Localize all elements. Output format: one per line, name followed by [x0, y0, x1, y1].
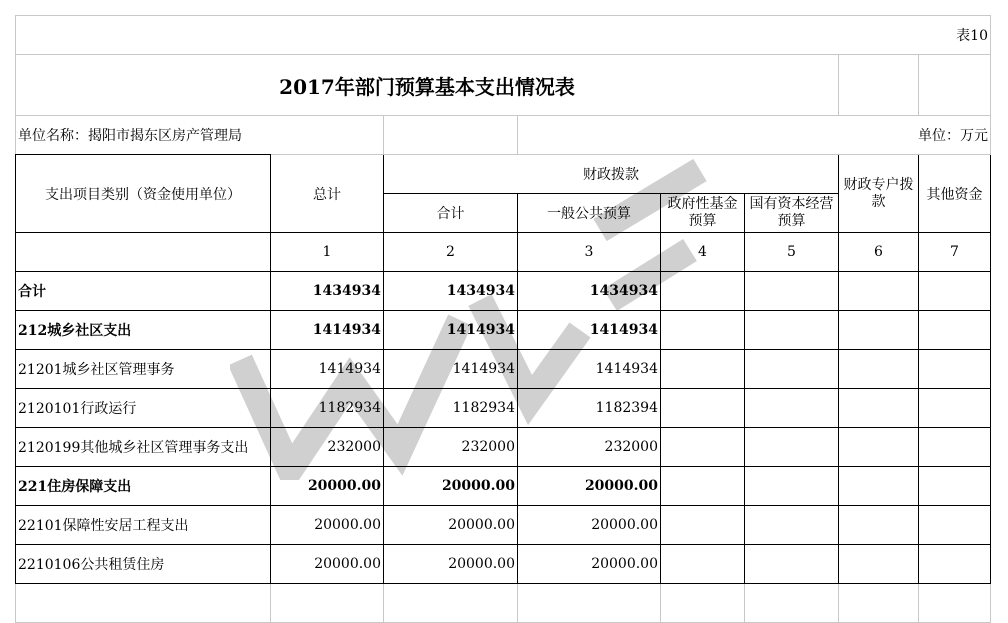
table-row	[16, 428, 991, 467]
cell-general: 20000.00	[518, 467, 661, 506]
budget-table	[15, 15, 991, 623]
cell-total: 1414934	[271, 350, 384, 389]
cell-general: 20000.00	[518, 506, 661, 545]
cell-empty	[839, 389, 919, 428]
col-number: 2	[384, 233, 518, 272]
cell-name: 221住房保障支出	[16, 467, 271, 506]
cell-sum: 1414934	[384, 350, 518, 389]
header-other-funds: 其他资金	[919, 155, 991, 233]
cell-empty	[919, 311, 991, 350]
cell-empty	[919, 545, 991, 584]
cell-total: 20000.00	[271, 506, 384, 545]
cell-general: 1434934	[518, 272, 661, 311]
cell-total: 20000.00	[271, 545, 384, 584]
cell-empty	[919, 389, 991, 428]
cell-name: 212城乡社区支出	[16, 311, 271, 350]
cell-general: 20000.00	[518, 545, 661, 584]
header-general-budget: 一般公共预算	[518, 194, 661, 233]
cell-empty	[661, 311, 745, 350]
cell-total: 232000	[271, 428, 384, 467]
table-row	[16, 389, 991, 428]
cell-empty	[919, 350, 991, 389]
col-number: 3	[518, 233, 661, 272]
cell-empty	[839, 350, 919, 389]
cell-sum: 20000.00	[384, 506, 518, 545]
table-row	[16, 272, 991, 311]
cell-general: 232000	[518, 428, 661, 467]
cell-empty	[919, 467, 991, 506]
unit-name: 单位名称：揭阳市揭东区房产管理局	[16, 116, 271, 155]
header-category: 支出项目类别（资金使用单位）	[16, 155, 271, 233]
unit-measure: 单位：万元	[518, 116, 991, 155]
header-fiscal: 财政拨款	[384, 155, 839, 194]
cell-empty	[745, 506, 839, 545]
cell-name: 21201城乡社区管理事务	[16, 350, 271, 389]
cell-empty	[745, 545, 839, 584]
cell-sum: 1434934	[384, 272, 518, 311]
col-number: 6	[839, 233, 919, 272]
cell-sum: 20000.00	[384, 467, 518, 506]
cell-total: 1414934	[271, 311, 384, 350]
header-fiscal-sum: 合计	[384, 194, 518, 233]
cell-empty	[919, 428, 991, 467]
cell-empty	[745, 467, 839, 506]
cell-name: 合计	[16, 272, 271, 311]
table-row	[16, 467, 991, 506]
cell-empty	[839, 428, 919, 467]
cell-name: 22101保障性安居工程支出	[16, 506, 271, 545]
col-number: 5	[745, 233, 839, 272]
cell-empty	[745, 272, 839, 311]
cell-name: 2210106公共租赁住房	[16, 545, 271, 584]
cell-empty	[661, 467, 745, 506]
cell-empty	[839, 272, 919, 311]
cell-empty	[919, 506, 991, 545]
cell-general: 1414934	[518, 350, 661, 389]
table-row	[16, 506, 991, 545]
cell-empty	[745, 389, 839, 428]
cell-total: 20000.00	[271, 467, 384, 506]
page-title: 2017年部门预算基本支出情况表	[16, 55, 839, 116]
cell-empty	[839, 506, 919, 545]
sheet-number: 表10	[16, 16, 991, 55]
table-row	[16, 311, 991, 350]
cell-empty	[745, 350, 839, 389]
cell-empty	[661, 506, 745, 545]
cell-empty	[661, 545, 745, 584]
cell-total: 1182934	[271, 389, 384, 428]
cell-empty	[661, 272, 745, 311]
cell-sum: 232000	[384, 428, 518, 467]
cell-sum: 1182934	[384, 389, 518, 428]
cell-name: 2120101行政运行	[16, 389, 271, 428]
cell-general: 1182394	[518, 389, 661, 428]
cell-empty	[745, 428, 839, 467]
col-number: 1	[271, 233, 384, 272]
cell-empty	[839, 545, 919, 584]
header-total: 总计	[271, 155, 384, 233]
cell-sum: 20000.00	[384, 545, 518, 584]
header-gov-fund: 政府性基金预算	[661, 194, 745, 233]
cell-name: 2120199其他城乡社区管理事务支出	[16, 428, 271, 467]
cell-total: 1434934	[271, 272, 384, 311]
table-row	[16, 350, 991, 389]
cell-empty	[839, 467, 919, 506]
cell-general: 1414934	[518, 311, 661, 350]
cell-sum: 1414934	[384, 311, 518, 350]
table-row	[16, 545, 991, 584]
cell-empty	[919, 272, 991, 311]
cell-empty	[661, 350, 745, 389]
col-number: 4	[661, 233, 745, 272]
cell-empty	[661, 428, 745, 467]
header-special-account: 财政专户拨款	[839, 155, 919, 233]
cell-empty	[661, 389, 745, 428]
header-state-capital: 国有资本经营预算	[745, 194, 839, 233]
cell-empty	[839, 311, 919, 350]
col-number: 7	[919, 233, 991, 272]
cell-empty	[745, 311, 839, 350]
